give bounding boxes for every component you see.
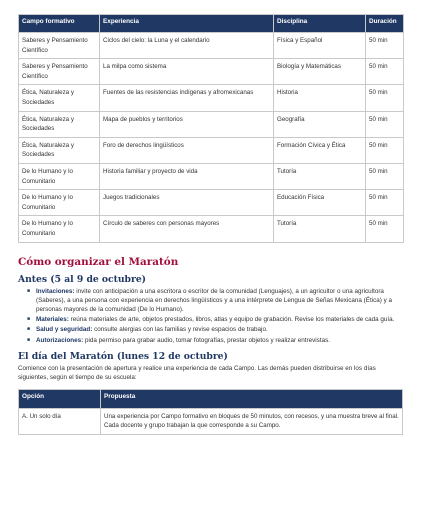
cell-campo: De lo Humano y lo Comunitario <box>19 163 100 189</box>
section-title: Cómo organizar el Maratón <box>18 255 179 268</box>
cell-experiencia: Mapa de pueblos y territorios <box>100 111 274 137</box>
header-duracion: Duración <box>366 15 404 33</box>
table-row <box>19 408 403 435</box>
list-item <box>36 287 403 315</box>
cell-experiencia: La milpa como sistema <box>100 59 274 85</box>
item-label: Materiales: <box>36 316 69 324</box>
header-propuesta: Propuesta <box>101 389 403 408</box>
cell-disciplina: Biología y Matemáticas <box>274 59 366 85</box>
cell-propuesta: Una experiencia por Campo formativo en bloques de 50 minutos, con recesos, y una muestra breve al final. Cada docente y grupo trabajan la que corresponde a su Campo. <box>101 408 403 435</box>
document-page <box>18 14 403 435</box>
cell-campo: Saberes y Pensamiento Científico <box>19 59 100 85</box>
cell-experiencia: Historia familiar y proyecto de vida <box>100 163 274 189</box>
cell-disciplina: Educación Física <box>274 190 366 216</box>
table-row <box>19 137 404 163</box>
cell-disciplina: Formación Cívica y Ética <box>274 137 366 163</box>
cell-duracion: 50 min <box>366 59 404 85</box>
header-disciplina: Disciplina <box>274 15 366 33</box>
cell-disciplina: Historia <box>274 85 366 111</box>
table-row <box>19 111 404 137</box>
cell-disciplina: Física y Español <box>274 33 366 59</box>
header-experiencia: Experiencia <box>100 15 274 33</box>
schedule-table <box>18 14 404 243</box>
before-heading: Antes (5 al 9 de octubre) <box>18 273 147 285</box>
item-text: reúna materiales de arte, objetos prestados, libros, atlas y equipo de grabación. Revise los materiales de cada guía. <box>68 316 395 324</box>
day-heading: El día del Maratón (lunes 12 de octubre) <box>18 350 228 362</box>
before-list <box>18 287 403 345</box>
cell-experiencia: Foro de derechos lingüísticos <box>100 137 274 163</box>
item-label: Autorizaciones: <box>36 336 84 344</box>
cell-campo: Ética, Naturaleza y Sociedades <box>19 137 100 163</box>
table-header-row <box>19 389 403 408</box>
item-label: Salud y seguridad: <box>36 326 93 334</box>
table-row <box>19 216 404 242</box>
table-row <box>19 33 404 59</box>
day-intro: Comience con la presentación de apertura y realice una experiencia de cada Campo. Las demás pueden distribuirse en los días siguientes, según el tiempo de su escuela: <box>18 364 376 382</box>
table-row <box>19 190 404 216</box>
cell-campo: Saberes y Pensamiento Científico <box>19 33 100 59</box>
table-row <box>19 59 404 85</box>
cell-duracion: 50 min <box>366 190 404 216</box>
cell-experiencia: Ciclos del cielo: la Luna y el calendario <box>100 33 274 59</box>
cell-experiencia: Círculo de saberes con personas mayores <box>100 216 274 242</box>
cell-disciplina: Tutoría <box>274 216 366 242</box>
cell-duracion: 50 min <box>366 163 404 189</box>
list-item <box>36 336 403 345</box>
item-label: Invitaciones: <box>36 287 75 295</box>
list-item <box>36 325 403 334</box>
cell-experiencia: Juegos tradicionales <box>100 190 274 216</box>
cell-campo: Ética, Naturaleza y Sociedades <box>19 85 100 111</box>
cell-campo: Ética, Naturaleza y Sociedades <box>19 111 100 137</box>
cell-campo: De lo Humano y lo Comunitario <box>19 216 100 242</box>
cell-experiencia: Fuentes de las resistencias indígenas y afromexicanas <box>100 85 274 111</box>
header-opcion: Opción <box>19 389 101 408</box>
table-row <box>19 163 404 189</box>
cell-duracion: 50 min <box>366 111 404 137</box>
cell-duracion: 50 min <box>366 137 404 163</box>
cell-campo: De lo Humano y lo Comunitario <box>19 190 100 216</box>
table-row <box>19 85 404 111</box>
table-header-row <box>19 15 404 33</box>
list-item <box>36 315 403 324</box>
cell-duracion: 50 min <box>366 33 404 59</box>
header-campo: Campo formativo <box>19 15 100 33</box>
item-text: consulte alergias con las familias y revise espacios de trabajo. <box>92 326 268 334</box>
cell-disciplina: Geografía <box>274 111 366 137</box>
cell-disciplina: Tutoría <box>274 163 366 189</box>
cell-duracion: 50 min <box>366 216 404 242</box>
item-text: invite con anticipación a una escritora o escritor de la comunidad (Lenguajes), a un agricultor o una agricultora (Saberes), a una persona con experiencia en derechos lingüísticos y a una intérprete de Lengua de Señas Mexicana (Ética) y a personas mayores de la comunidad (De lo Humano). <box>36 287 392 313</box>
cell-opcion: A. Un solo día <box>19 408 101 435</box>
item-text: pida permiso para grabar audio, tomar fotografías, prestar objetos y realizar entrevistas. <box>83 336 330 344</box>
cell-duracion: 50 min <box>366 85 404 111</box>
options-table <box>18 389 403 436</box>
